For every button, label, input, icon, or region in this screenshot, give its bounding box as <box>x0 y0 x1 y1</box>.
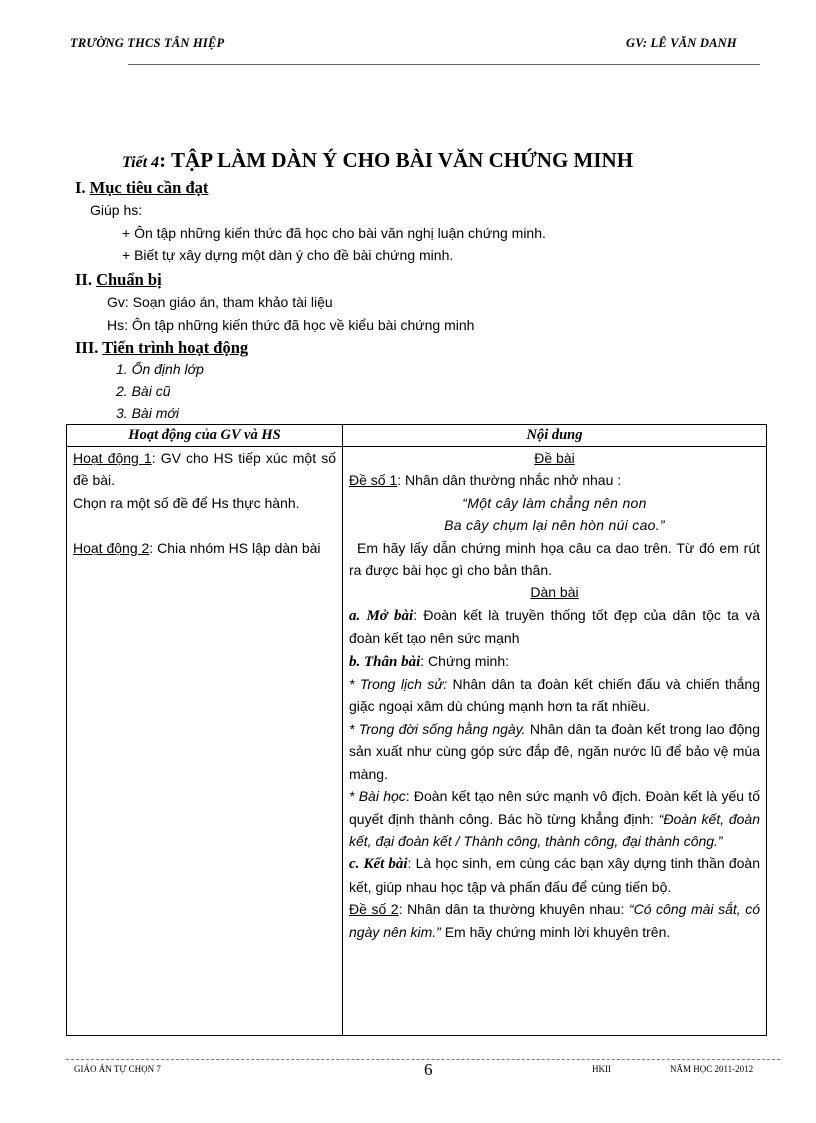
section3-item-2: 2. Bài cũ <box>116 383 171 399</box>
section2-number: II. <box>75 270 92 289</box>
mo-bai-text: Đoàn kết là truyền thống tốt đẹp của dân tộc ta và đoàn kết tạo nên sức mạnh <box>349 606 760 647</box>
section1-intro: Giúp hs: <box>90 202 143 218</box>
de-bai-label: Đề bài <box>534 450 575 466</box>
page-title <box>122 148 633 173</box>
content-cell <box>343 447 767 1036</box>
section3-number: III. <box>75 338 99 357</box>
footer-course: GIÁO ÁN TỰ CHỌN 7 <box>74 1064 161 1074</box>
section1-item-1: + Ôn tập những kiến thức đã học cho bài văn nghị luận chứng minh. <box>122 225 546 241</box>
ket-bai-label: c. Kết bài <box>349 856 408 873</box>
de-1-label: Đề số 1 <box>349 472 398 489</box>
activity-2: Hoạt động 2: Chia nhóm HS lập dàn bài <box>73 539 321 556</box>
de-bai-heading <box>349 447 760 469</box>
section2-item-2: Hs: Ôn tập những kiến thức đã học về kiểu bài chứng minh <box>107 317 475 333</box>
quote-line-2: Ba cây chụm lại nên hòn núi cao.” <box>444 517 665 534</box>
doi-song-label: * Trong đời sống hằng ngày. <box>349 720 526 737</box>
section1-number: I. <box>75 178 86 197</box>
title-main: TẬP LÀM DÀN Ý CHO BÀI VĂN CHỨNG MINH <box>171 148 634 172</box>
dan-bai-heading <box>349 581 760 603</box>
de-1: Đề số 1: Nhân dân thường nhắc nhở nhau : <box>349 472 622 489</box>
de-2-text: Nhân dân ta thường khuyên nhau: <box>402 901 629 918</box>
bai-hoc-quote: “Đoàn kết, đoàn kết, đại đoàn kết / Thành công, thành công, đại thành công.” <box>349 810 760 849</box>
header-teacher: GV: LÊ VĂN DANH <box>626 36 737 50</box>
lesson-table <box>66 424 767 1036</box>
section1-item-2: + Biết tự xây dựng một dàn ý cho đề bài chứng minh. <box>122 247 454 263</box>
section1-heading <box>75 178 208 198</box>
activity-2-label: Hoạt động 2 <box>73 539 150 556</box>
ket-bai-text: Là học sinh, em cùng các bạn xây dựng tinh thần đoàn kết, giúp nhau học tập và phấn đấu để cùng tiến bộ. <box>349 855 760 895</box>
header-rule <box>128 64 760 65</box>
mo-bai: a. Mở bài: Đoàn kết là truyền thống tốt đẹp của dân tộc ta và đoàn kết tạo nên sức mạnh <box>349 606 760 647</box>
lich-su <box>349 673 760 718</box>
section2-item-1: Gv: Soạn giáo án, tham khảo tài liệu <box>107 294 333 310</box>
doi-song-text: Nhân dân ta đoàn kết trong lao động sản xuất như cùng góp sức đắp đê, ngăn nước lũ để bảo vệ mùa màng. <box>349 720 760 782</box>
dan-bai-label: Dàn bài <box>530 584 579 601</box>
de-1-text: Nhân dân thường nhắc nhở nhau : <box>401 472 622 489</box>
section3-heading <box>75 338 248 358</box>
activity-1-text: GV cho HS tiếp xúc một số đề bài. <box>73 450 336 489</box>
section2-heading <box>75 270 162 290</box>
bai-hoc-text: : Đoàn kết tạo nên sức mạnh vô địch. Đoàn kết là yếu tố quyết định thành công. Bác hồ từng khẳng định: <box>349 788 760 827</box>
activity-1: Hoạt động 1: GV cho HS tiếp xúc một số đề bài. <box>73 450 336 489</box>
page-number: 6 <box>424 1060 433 1079</box>
table-header-row <box>67 425 767 447</box>
lich-su-label: * Trong lịch sử: <box>349 676 448 693</box>
footer-term: HKII <box>592 1064 611 1074</box>
bai-hoc-label: * Bài học <box>349 788 406 805</box>
activities-cell <box>67 447 343 1036</box>
activity-2-text: Chia nhóm HS lập dàn bài <box>153 539 321 556</box>
section2-title: Chuẩn bị <box>96 270 162 289</box>
table-body-row <box>67 447 767 1036</box>
mo-bai-label: a. Mở bài <box>349 607 414 624</box>
spacer <box>73 514 336 536</box>
section3-item-1: 1. Ổn định lớp <box>116 361 204 377</box>
lich-su-text: Nhân dân ta đoàn kết chiến đấu và chiến thắng giặc ngoại xâm dù chúng mạnh hơn ta rất nhiều. <box>349 676 760 715</box>
than-bai-text: Chứng minh: <box>424 652 510 669</box>
de-1-task: Em hãy lấy dẫn chứng minh họa câu ca dao trên. Từ đó em rút ra được bài học gì cho bản thân. <box>349 539 760 579</box>
bai-hoc <box>349 785 760 852</box>
than-bai-label: b. Thân bài <box>349 653 421 670</box>
section3-title: Tiến trình hoạt động <box>102 338 249 357</box>
section3-item-3: 3. Bài mới <box>116 405 179 421</box>
col-activities-header: Hoạt động của GV và HS <box>67 425 343 447</box>
title-colon: : <box>159 148 167 172</box>
than-bai: b. Thân bài: Chứng minh: <box>349 652 510 670</box>
de-2-label: Đề số 2 <box>349 901 399 918</box>
title-prefix: Tiết 4 <box>122 154 160 171</box>
de-2: Đề số 2: Nhân dân ta thường khuyên nhau: “Có công mài sắt, có ngày nên kim.” Em hãy chứng minh lời khuyên trên. <box>349 901 761 940</box>
section1-title: Mục tiêu cần đạt <box>89 178 209 197</box>
doi-song <box>349 718 760 785</box>
quote-line-1: “Một cây làm chẳng nên non <box>462 494 647 511</box>
footer-year: NĂM HỌC 2011-2012 <box>670 1064 754 1074</box>
ket-bai: c. Kết bài: Là học sinh, em cùng các bạn xây dựng tinh thần đoàn kết, giúp nhau học tập và phấn đấu để cùng tiến bộ. <box>349 855 760 895</box>
footer-rule <box>66 1059 780 1060</box>
de-2-quote: “Có công mài sắt, có ngày nên kim.” <box>349 901 761 940</box>
header-school: TRƯỜNG THCS TÂN HIỆP <box>70 36 225 50</box>
activity-1-label: Hoạt động 1 <box>73 450 152 466</box>
de-2-text2: Em hãy chứng minh lời khuyên trên. <box>440 923 671 940</box>
col-content-header: Nội dung <box>343 425 767 447</box>
activity-1-text2: Chọn ra một số đề để Hs thực hành. <box>73 494 300 511</box>
